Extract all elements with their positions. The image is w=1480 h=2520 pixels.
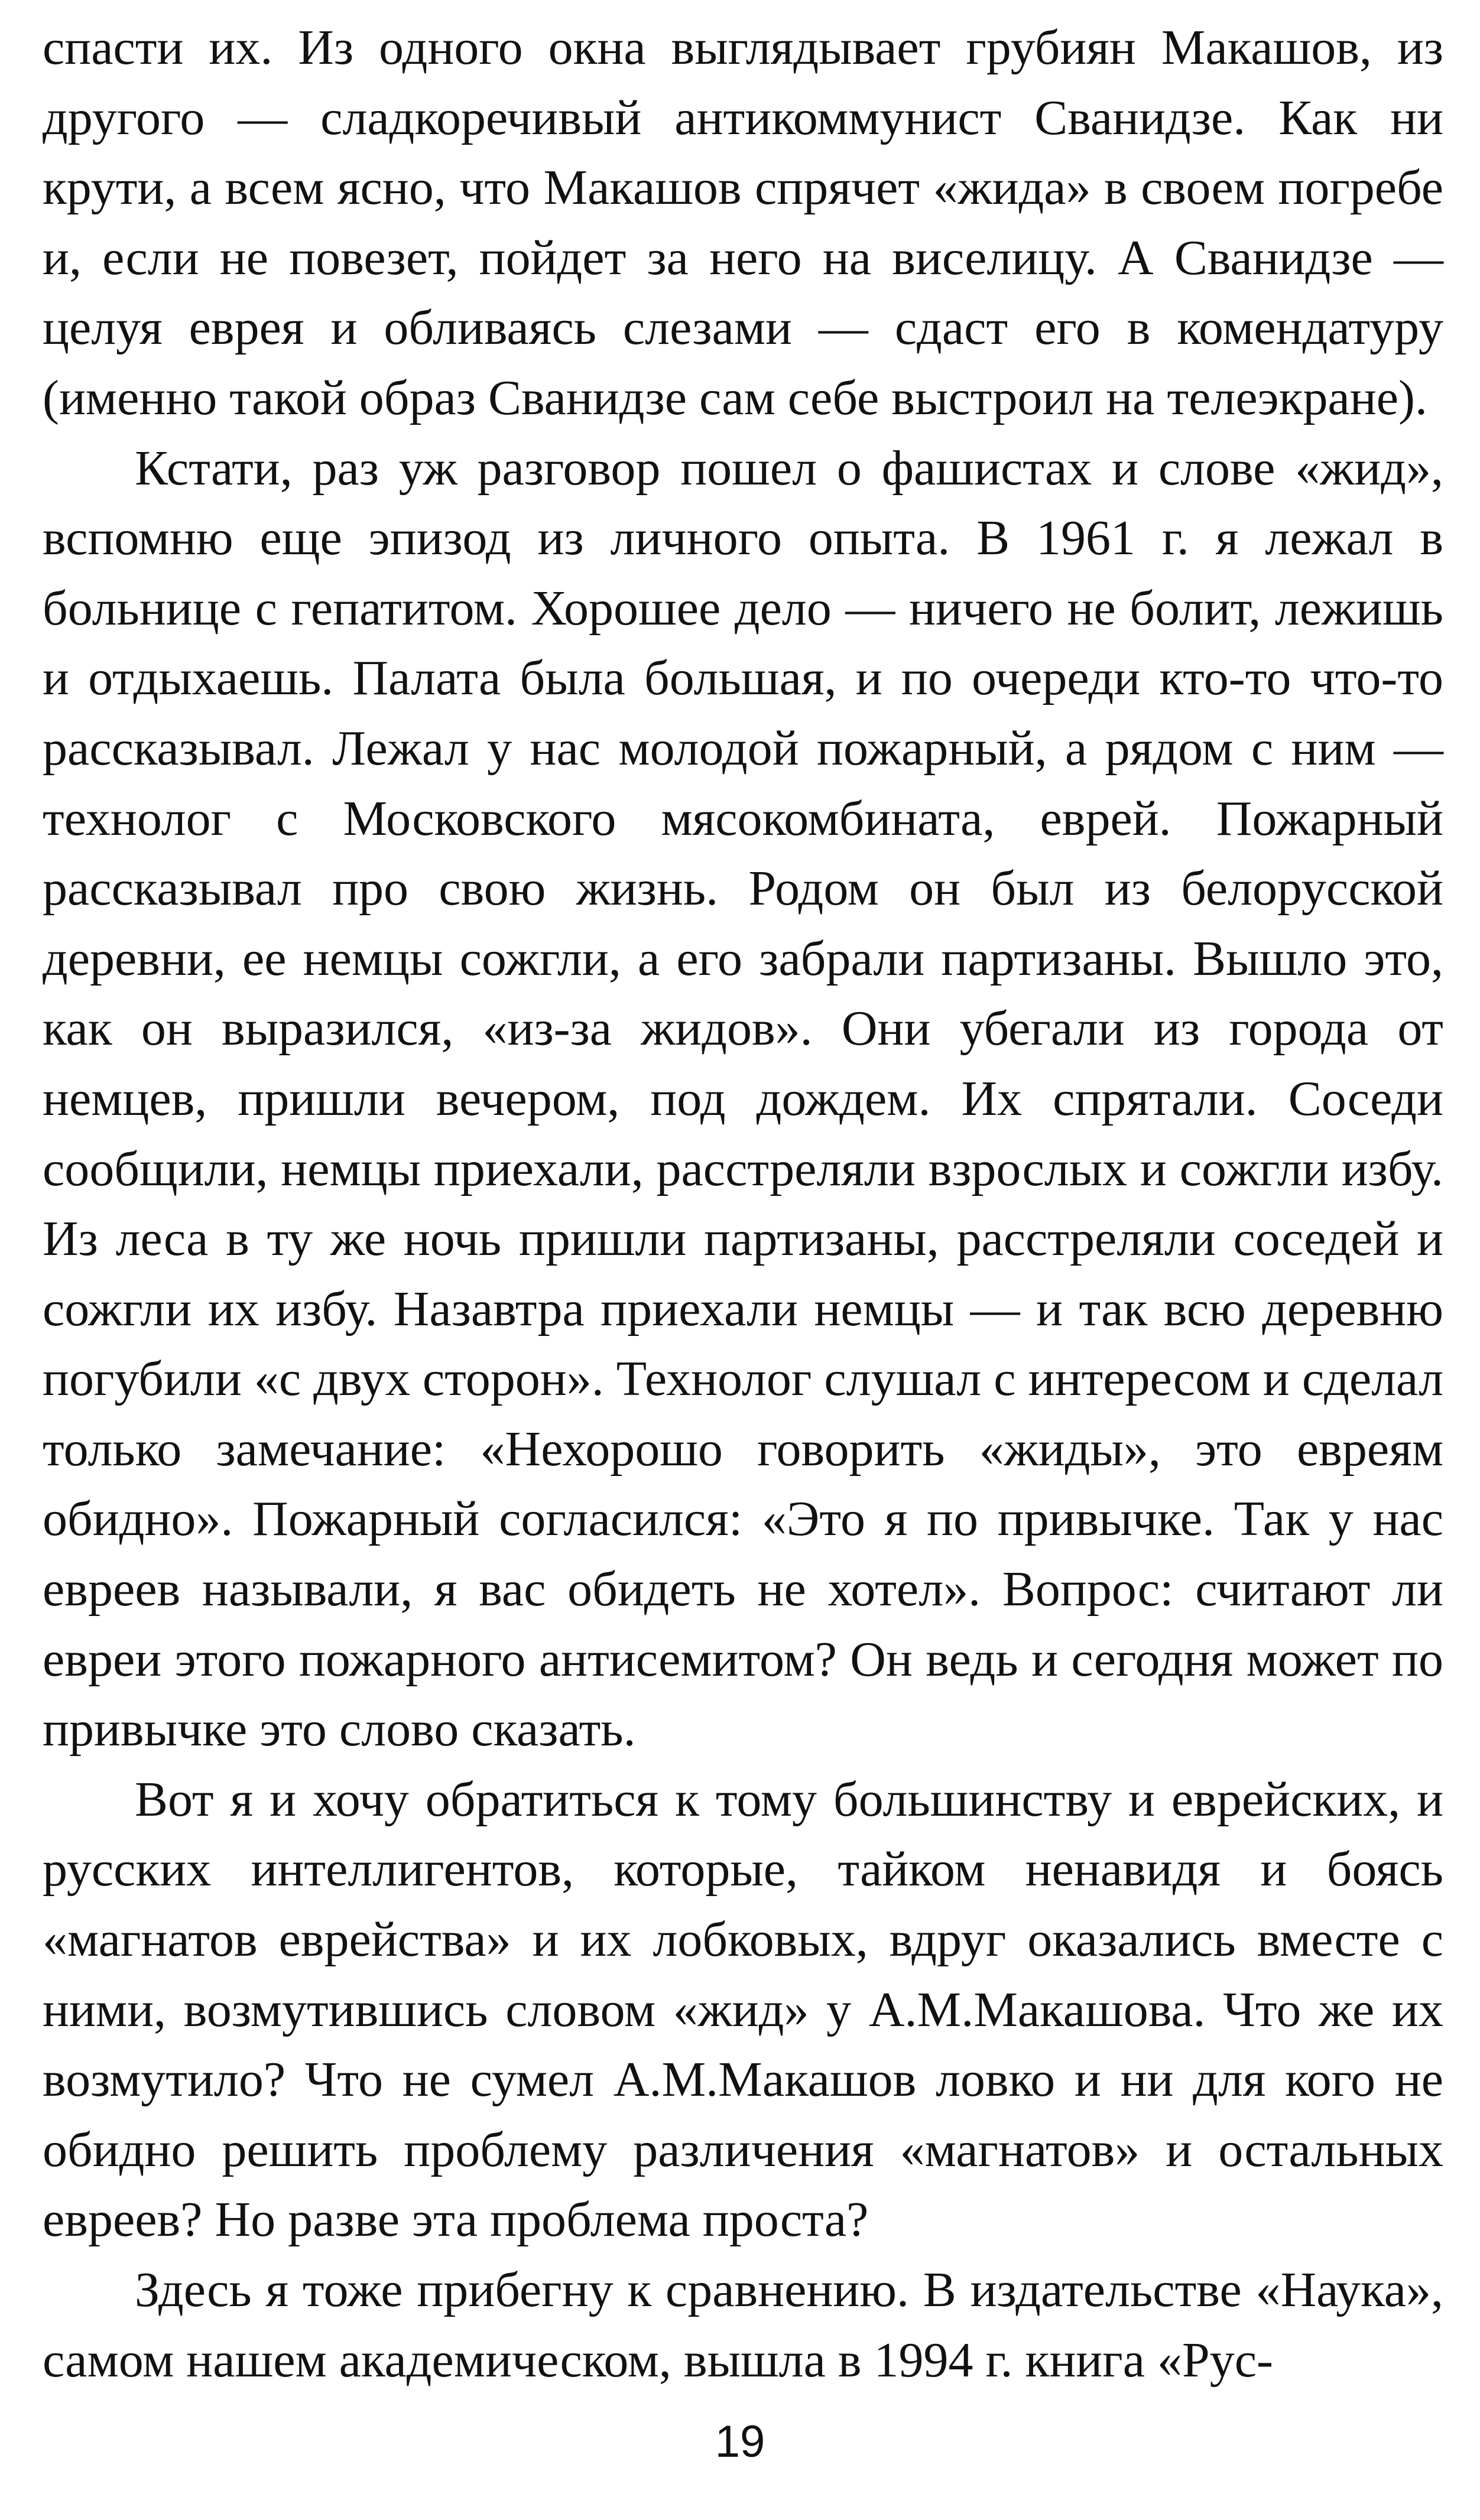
paragraph-2: Кстати, раз уж разговор пошел о фашистах и слове «жид», вспомню еще эпизод из личного опыта. В 1961 г. я лежал в больнице с гепатитом. Хорошее дело — ничего не болит, лежишь и отдыхаешь. Палата была большая, и по очереди кто-то что-то рассказывал. Лежал у нас молодой пожарный, а рядом с ним — технолог с Московского мясокомбината, еврей. Пожарный рассказывал про свою жизнь. Родом он был из белорусской деревни, ее немцы сожгли, а его забрали партизаны. Вышло это, как он выразился, «из-за жидов». Они убегали из города от немцев, пришли вечером, под дождем. Их спрятали. Соседи сообщили, немцы приехали, расстреляли взрослых и сожгли избу. Из леса в ту же ночь пришли партизаны, расстреляли соседей и сожгли их избу. Назавтра приехали немцы — и так всю деревню погубили «с двух сторон». Технолог слушал с интересом и сделал только замечание: «Нехорошо говорить «жиды», это евреям обидно». Пожарный согласился: «Это я по привычке. Так у нас евреев называли, я вас обидеть не хотел». Вопрос: считают ли евреи этого пожарного антисемитом? Он ведь и сегодня может по привычке это слово сказать. — [43, 440, 1443, 1757]
paragraph-4: Здесь я тоже прибегну к сравнению. В издательстве «Наука», самом нашем академическом, вышла в 1994 г. книга «Рус- — [43, 2262, 1443, 2388]
paragraph-1: спасти их. Из одного окна выглядывает грубиян Макашов, из другого — сладкоречивый антикоммунист Сванидзе. Как ни крути, а всем ясно, что Макашов спрячет «жида» в своем погребе и, если не повезет, пойдет за него на виселицу. А Сванидзе — целуя еврея и обливаясь слезами — сдаст его в комендатуру (именно такой образ Сванидзе сам себе выстроил на телеэкране). — [43, 20, 1443, 425]
page-number: 19 — [715, 2417, 765, 2467]
body-text — [43, 13, 1443, 2395]
paragraph-3: Вот я и хочу обратиться к тому большинству и еврейских, и русских интеллигентов, которые, тайком ненавидя и боясь «магнатов еврейства» и их лобковых, вдруг оказались вместе с ними, возмутившись словом «жид» у А.М.Макашова. Что же их возмутило? Что не сумел А.М.Макашов ловко и ни для кого не обидно решить проблему различения «магнатов» и остальных евреев? Но разве эта проблема проста? — [43, 1771, 1443, 2248]
